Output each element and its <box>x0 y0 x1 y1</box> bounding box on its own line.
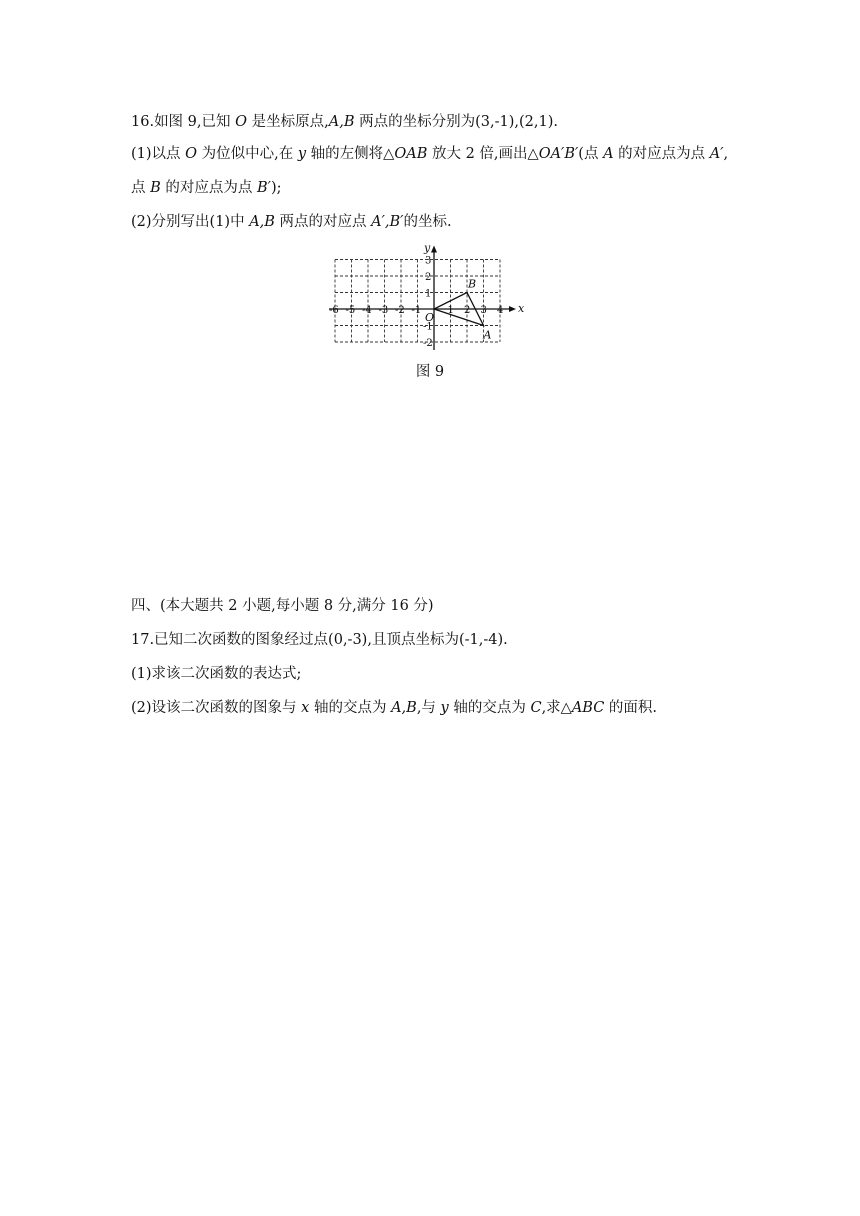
q16-part1-line2: 点 B 的对应点为点 B′); <box>131 180 282 196</box>
x-axis-label: x <box>518 302 525 315</box>
origin-label: O <box>425 311 435 324</box>
y-tick-label: 2 <box>425 272 432 283</box>
q17-part2: (2)设该二次函数的图象与 x 轴的交点为 A,B,与 y 轴的交点为 C,求△ABC 的面积. <box>131 700 658 716</box>
x-tick-label: -5 <box>345 305 356 316</box>
y-tick-label: 3 <box>425 255 432 267</box>
q17-stem: 17.已知二次函数的图象经过点(0,-3),且顶点坐标为(-1,-4). <box>131 632 508 648</box>
dashed-grid <box>335 260 500 343</box>
y-tick-label: -2 <box>423 338 433 349</box>
y-tick-label: 1 <box>425 288 432 300</box>
point-a-label: A <box>483 328 492 342</box>
q16-part2: (2)分别写出(1)中 A,B 两点的对应点 A′,B′的坐标. <box>131 214 452 230</box>
q16-stem: 16.如图 9,已知 O 是坐标原点,A,B 两点的坐标分别为(3,-1),(2,1). <box>131 114 558 130</box>
figure-caption: 图 9 <box>415 364 445 380</box>
tick-labels <box>329 256 503 350</box>
x-tick-label: -2 <box>395 305 405 316</box>
x-tick-label: -1 <box>411 305 422 316</box>
x-axis-arrow <box>509 306 516 312</box>
x-tick-label: 1 <box>447 305 454 316</box>
y-axis-label: y <box>424 241 431 255</box>
q16-part1-line1: (1)以点 O 为位似中心,在 y 轴的左侧将△OAB 放大 2 倍,画出△OA′B′(点 A 的对应点为点 A′, <box>131 146 729 162</box>
section-heading: 四、(本大题共 2 小题,每小题 8 分,满分 16 分) <box>131 598 434 614</box>
x-tick-label: -4 <box>362 305 372 316</box>
x-tick-label: -6 <box>329 305 339 316</box>
x-tick-label: 4 <box>497 305 504 316</box>
point-b-label: B <box>468 277 477 291</box>
coordinate-grid-figure <box>329 240 535 352</box>
q17-part1: (1)求该二次函数的表达式; <box>131 666 302 682</box>
q16-number: 16. <box>131 114 155 130</box>
x-tick-label: -3 <box>378 305 389 316</box>
x-tick-label: 3 <box>480 305 487 316</box>
y-axis-arrow <box>431 246 437 253</box>
y-tick-label: -1 <box>423 321 433 333</box>
x-tick-label: 2 <box>464 305 471 316</box>
